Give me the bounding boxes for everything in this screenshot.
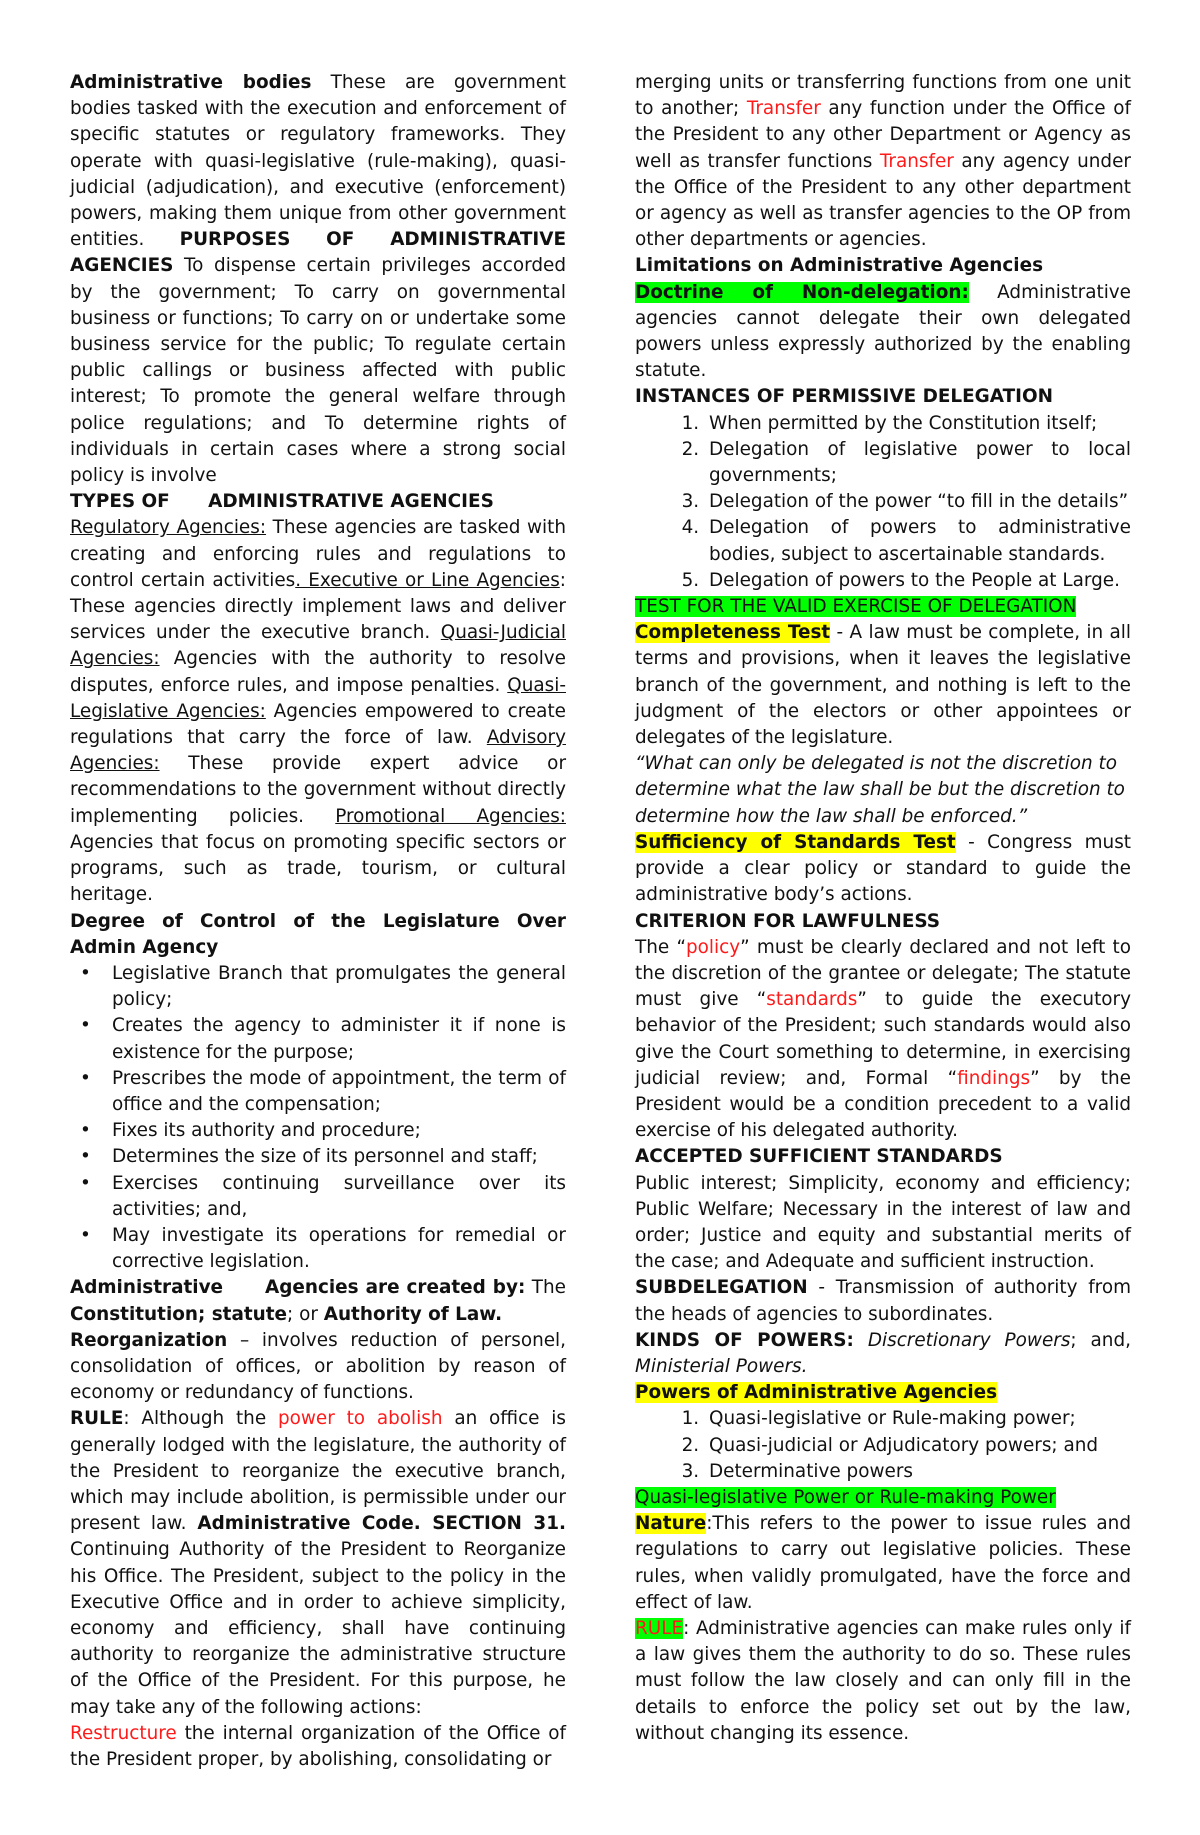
list-item: • Prescribes the mode of appointment, the term of office and the compensation; [80, 1067, 566, 1115]
admin-code-heading: Administrative Code. SECTION 31. [197, 1513, 566, 1535]
list-item: • Determines the size of its personnel and staff; [112, 1144, 566, 1170]
list-item: 5. Delegation of powers to the People at Large. [705, 568, 1131, 594]
nondelegation-term: Doctrine of Non-delegation: [635, 281, 969, 303]
quasi-legislative-heading: Quasi-legislative Power or Rule-making Power [635, 1486, 1056, 1508]
quasi-judicial-term: Quasi-Judicial Agencies: [70, 622, 566, 670]
list-item: 1. Quasi-legislative or Rule-making power; [705, 1406, 1131, 1432]
purposes-text: To dispense certain privileges accorded by the government; To carry on governmental business or functions; To carry on or undertake some business service for the public; To regulate certain public callings or business affected with public interest; To promote the general welfare through police regulations; and To determine rights of individuals in certain cases where a strong social policy is involve [70, 255, 566, 487]
reorganization-term: Reorganization [70, 1329, 228, 1351]
power-to-abolish: power to abolish [277, 1408, 443, 1430]
subdelegation-paragraph: SUBDELEGATION - Transmission of authority from the heads of agencies to subordinates. [635, 1277, 1131, 1325]
rule-making-paragraph: RULE: Administrative agencies can make rules only if a law gives them the authority to do so. These rules must follow the law closely and can only fill in the details to enforce the policy set out by the law, without changing its essence. [635, 1617, 1131, 1744]
accepted-heading: ACCEPTED SUFFICIENT STANDARDS [635, 1146, 1003, 1168]
created-by-paragraph: Administrative Agencies are created by: The Constitution; statute; or Authority of Law. [70, 1277, 566, 1325]
criterion-heading: CRITERION FOR LAWFULNESS [635, 910, 941, 932]
left-column [70, 70, 566, 1773]
sufficiency-term: Sufficiency of Standards Test [635, 831, 956, 853]
rule-label: RULE [70, 1408, 124, 1430]
completeness-term: Completeness Test [635, 622, 831, 644]
transfer-term: Transfer [746, 98, 821, 120]
transfer-paragraph: merging units or transferring functions from one unit to another; Transfer any function under the Office of the President to any other Department or Agency as well as transfer functions Transfer any agency under the Office of the President to any other department or agency as well as transfer agencies to the OP from other departments or agencies. [635, 72, 1131, 251]
quasi-legislative-def: Agencies empowered to create regulations that carry the force of law. [70, 700, 566, 749]
list-item: • Legislative Branch that promulgates the general policy; [80, 962, 566, 1011]
reorganization-def: – involves reduction of personel, consolidation of offices, or abolition by reason of economy or redundancy of functions. [70, 1329, 566, 1404]
standards-term: standards [766, 989, 858, 1011]
list-item: 3. Delegation of the power “to fill in the details” [705, 489, 1131, 515]
completeness-paragraph: Completeness Test - A law must be complete, in all terms and provisions, when it leaves the legislative branch of the government, and nothing is left to the judgment of the electors or other appointees or delegates of the legislature. [635, 622, 1131, 749]
bullet-icon: • [80, 1120, 91, 1142]
nature-term: Nature [635, 1513, 707, 1535]
executive-def: : These agencies directly implement laws and deliver services under the executive branch. [70, 569, 566, 644]
regulatory-term: Regulatory Agencies: [70, 517, 267, 539]
bullet-icon: • [80, 1172, 91, 1194]
rule-paragraph: RULE: Although the power to abolish an office is generally lodged with the legislature, the authority of the President to reorganize the executive branch, which may include abolition, is permissible under our present law. Administrative Code. SECTION 31. Continuing Authority of the President to Reorganize his Office. The President, subject to the policy in the Executive Office and in order to achieve simplicity, economy and efficiency, shall have continuing authority to reorganize the administrative structure of the Office of the President. For this purpose, he may take any of the following actions: [70, 1408, 566, 1718]
bullet-icon: • [80, 1224, 91, 1246]
types-paragraph [70, 515, 566, 908]
list-item: 3. Determinative powers [705, 1459, 1131, 1485]
section31-text: Continuing Authority of the President to Reorganize his Office. The President, subject to the policy in the Executive Office and in order to achieve simplicity, economy and efficiency, shall have continuing authority to reorganize the administrative structure of the Office of the President. For this purpose, he may take any of the following actions: [70, 1539, 566, 1718]
bullet-icon: • [80, 1146, 91, 1168]
policy-term: policy [686, 936, 741, 958]
bullet-icon: • [80, 1067, 91, 1089]
promotional-def: Agencies that focus on promoting specific sectors or programs, such as trade, tourism, or cultural heritage. [70, 831, 566, 906]
list-item: • Creates the agency to administer it if none is existence for the purpose; [80, 1015, 566, 1063]
list-item: 4. Delegation of powers to administrative bodies, subject to ascertainable standards. [705, 515, 1131, 567]
test-heading: TEST FOR THE VALID EXERCISE OF DELEGATION [635, 596, 1077, 618]
kinds-paragraph: KINDS OF POWERS: Discretionary Powers; and, Ministerial Powers. [635, 1329, 1131, 1377]
types-heading: TYPES OF ADMINISTRATIVE AGENCIES [70, 491, 494, 513]
powers-list [635, 1406, 1131, 1485]
permissive-list [635, 411, 1131, 594]
powers-heading: Powers of Administrative Agencies [635, 1382, 998, 1404]
purposes-heading: PURPOSES OF ADMINISTRATIVE AGENCIES [70, 229, 567, 277]
reorganization-paragraph [70, 1328, 566, 1407]
regulatory-def: These agencies are tasked with creating and enforcing rules and regulations to control certain activities [70, 517, 566, 591]
right-column [635, 70, 1131, 1747]
limitations-heading: Limitations on Administrative Agencies [635, 255, 1044, 277]
bullet-icon: • [80, 962, 91, 984]
accepted-paragraph: Public interest; Simplicity, economy and efficiency; Public Welfare; Necessary in the interest of law and order; Justice and equity and substantial merits of the case; and Adequate and sufficient instruction. [635, 1172, 1131, 1273]
restructure-term: Restructure [70, 1722, 177, 1744]
list-item: • May investigate its operations for remedial or corrective legislation. [80, 1224, 566, 1273]
created-by-lead: Administrative Agencies are created by: [70, 1277, 526, 1299]
promotional-term: Promotional Agencies: [335, 805, 566, 827]
transfer-term: Transfer [879, 150, 954, 172]
list-item: 1. When permitted by the Constitution itself; [705, 411, 1131, 437]
subdelegation-term: SUBDELEGATION [635, 1277, 808, 1299]
restructure-paragraph: Restructure the internal organization of the Office of the President proper, by abolishing, consolidating or [70, 1722, 566, 1770]
list-item: • Fixes its authority and procedure; [112, 1118, 566, 1144]
kinds-term: KINDS OF POWERS: [635, 1329, 854, 1351]
list-item: 2. Quasi-judicial or Adjudicatory powers; and [705, 1433, 1131, 1459]
list-item: 2. Delegation of legislative power to local governments; [705, 437, 1131, 489]
criterion-paragraph: The “policy” must be clearly declared and not left to the discretion of the grantee or delegate; The statute must give “standards” to guide the executory behavior of the President; such standards would also give the Court something to determine, in exercising judicial review; and, Formal “findings” by the President would be a condition precedent to a valid exercise of his delegated authority. [635, 936, 1131, 1142]
findings-term: findings [957, 1067, 1031, 1089]
permissive-heading: INSTANCES OF PERMISSIVE DELEGATION [635, 386, 1053, 408]
admin-bodies-term: Administrative bodies [70, 72, 312, 93]
executive-term: . Executive or Line Agencies [295, 569, 560, 591]
admin-bodies-paragraph [70, 70, 566, 489]
advisory-def: These provide expert advice or recommendations to the government without directly implementing policies. [70, 753, 566, 827]
bullet-icon: • [80, 1015, 91, 1037]
sufficiency-paragraph: Sufficiency of Standards Test - Congress must provide a clear policy or standard to guide the administrative body’s actions. [635, 831, 1131, 906]
admin-bodies-definition: These are government bodies tasked with the execution and enforcement of specific statutes or regulatory frameworks. They operate with quasi-legislative (rule-making), quasi-judicial (adjudication), and executive (enforcement) powers, making them unique from other government entities. [70, 72, 566, 251]
rule-label: RULE [635, 1617, 684, 1639]
quasi-judicial-def: Agencies with the authority to resolve disputes, enforce rules, and impose penalties. [70, 648, 566, 696]
degree-list [70, 961, 566, 1275]
nature-paragraph: Nature:This refers to the power to issue rules and regulations to carry out legislative policies. These rules, when validly promulgated, have the force and effect of law. [635, 1513, 1131, 1613]
nondelegation-paragraph: Doctrine of Non-delegation: Administrative agencies cannot delegate their own delegated powers unless expressly authorized by the enabling statute. [635, 281, 1131, 382]
advisory-term: Advisory Agencies: [70, 727, 566, 775]
delegation-quote: “What can only be delegated is not the discretion to determine what the law shall be but the discretion to determine how the law shall be enforced.” [635, 753, 1125, 827]
degree-heading: Degree of Control of the Legislature Over Admin Agency [70, 910, 566, 958]
quasi-legislative-term: Quasi-Legislative Agencies: [70, 674, 566, 722]
list-item: • Exercises continuing surveillance over its activities; and, [80, 1172, 566, 1220]
